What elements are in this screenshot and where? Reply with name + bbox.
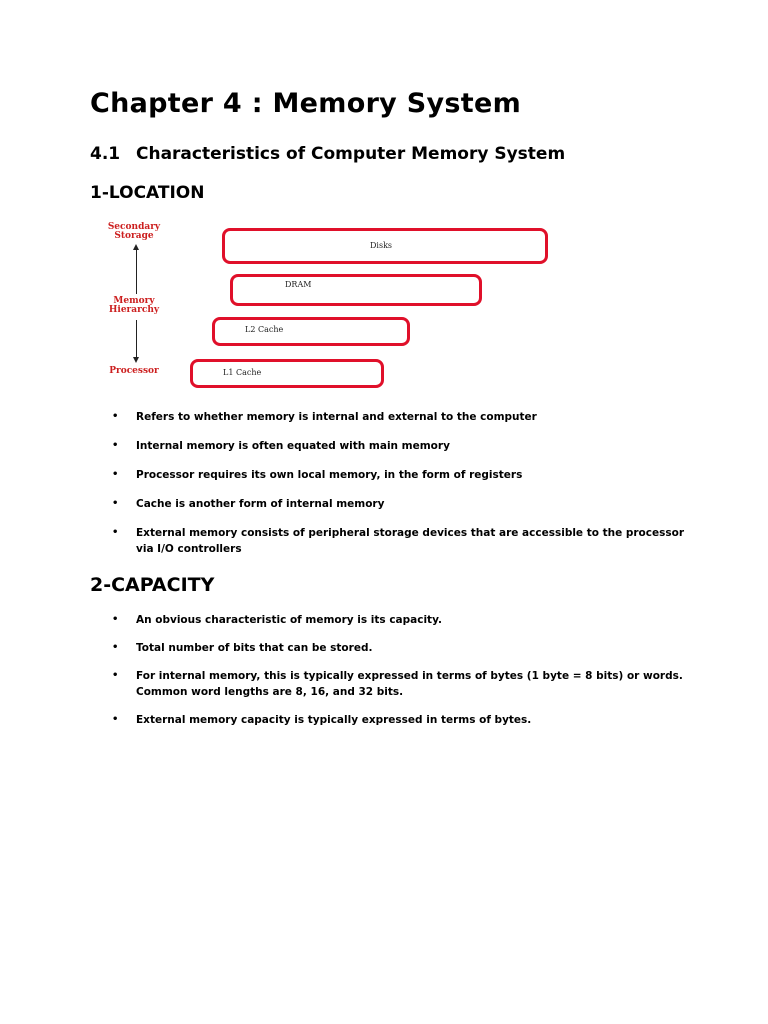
list-item <box>112 409 702 425</box>
list-item <box>112 525 702 557</box>
dram-level-box <box>230 274 482 306</box>
list-item-text: Cache is another form of internal memory <box>136 498 385 510</box>
bullet-icon: • <box>112 440 119 451</box>
disks-level-label: Disks <box>370 241 393 250</box>
bullet-icon: • <box>112 469 119 480</box>
list-item <box>112 612 702 628</box>
arrow-up-icon <box>133 244 139 250</box>
dram-level-label: DRAM <box>285 280 312 289</box>
list-item <box>112 668 702 700</box>
list-item-text: Refers to whether memory is internal and external to the computer <box>136 411 537 423</box>
section-heading <box>90 144 565 164</box>
memory-hierarchy-label: Memory Hierarchy <box>108 296 160 315</box>
disks-level-box <box>222 228 548 264</box>
bullet-icon: • <box>112 498 119 509</box>
list-item <box>112 438 702 454</box>
l2-cache-level-box <box>212 317 410 346</box>
processor-label: Processor <box>109 366 159 376</box>
list-item-text: External memory consists of peripheral storage devices that are accessible to the processor via I/O controllers <box>136 527 685 555</box>
list-item <box>112 496 702 512</box>
section-number: 4.1 <box>90 144 121 164</box>
secondary-storage-label: Secondary Storage <box>107 222 161 241</box>
memory-hierarchy-diagram <box>100 220 560 395</box>
bullet-icon: • <box>112 411 119 422</box>
arrow-down-icon <box>133 357 139 363</box>
list-item-text: Total number of bits that can be stored. <box>136 642 373 654</box>
bullet-icon: • <box>112 670 119 681</box>
list-item-text: An obvious characteristic of memory is its capacity. <box>136 614 442 626</box>
location-heading: 1-LOCATION <box>90 183 205 203</box>
bullet-icon: • <box>112 642 119 653</box>
l1-cache-level-label: L1 Cache <box>223 368 262 377</box>
location-bullet-list <box>112 409 702 570</box>
list-item-text: Internal memory is often equated with main memory <box>136 440 450 452</box>
capacity-bullet-list <box>112 612 702 740</box>
bullet-icon: • <box>112 614 119 625</box>
list-item <box>112 467 702 483</box>
bullet-icon: • <box>112 714 119 725</box>
list-item-text: Processor requires its own local memory, in the form of registers <box>136 469 523 481</box>
l1-cache-level-box <box>190 359 384 388</box>
capacity-heading: 2-CAPACITY <box>90 574 215 596</box>
bullet-icon: • <box>112 527 119 538</box>
list-item <box>112 712 702 728</box>
list-item-text: For internal memory, this is typically expressed in terms of bytes (1 byte = 8 bits) or words. Common word lengths are 8, 16, and 32 bits. <box>136 670 683 698</box>
section-title: Characteristics of Computer Memory System <box>136 144 566 164</box>
chapter-title: Chapter 4 : Memory System <box>90 88 522 119</box>
list-item <box>112 640 702 656</box>
list-item-text: External memory capacity is typically expressed in terms of bytes. <box>136 714 532 726</box>
l2-cache-level-label: L2 Cache <box>245 325 284 334</box>
